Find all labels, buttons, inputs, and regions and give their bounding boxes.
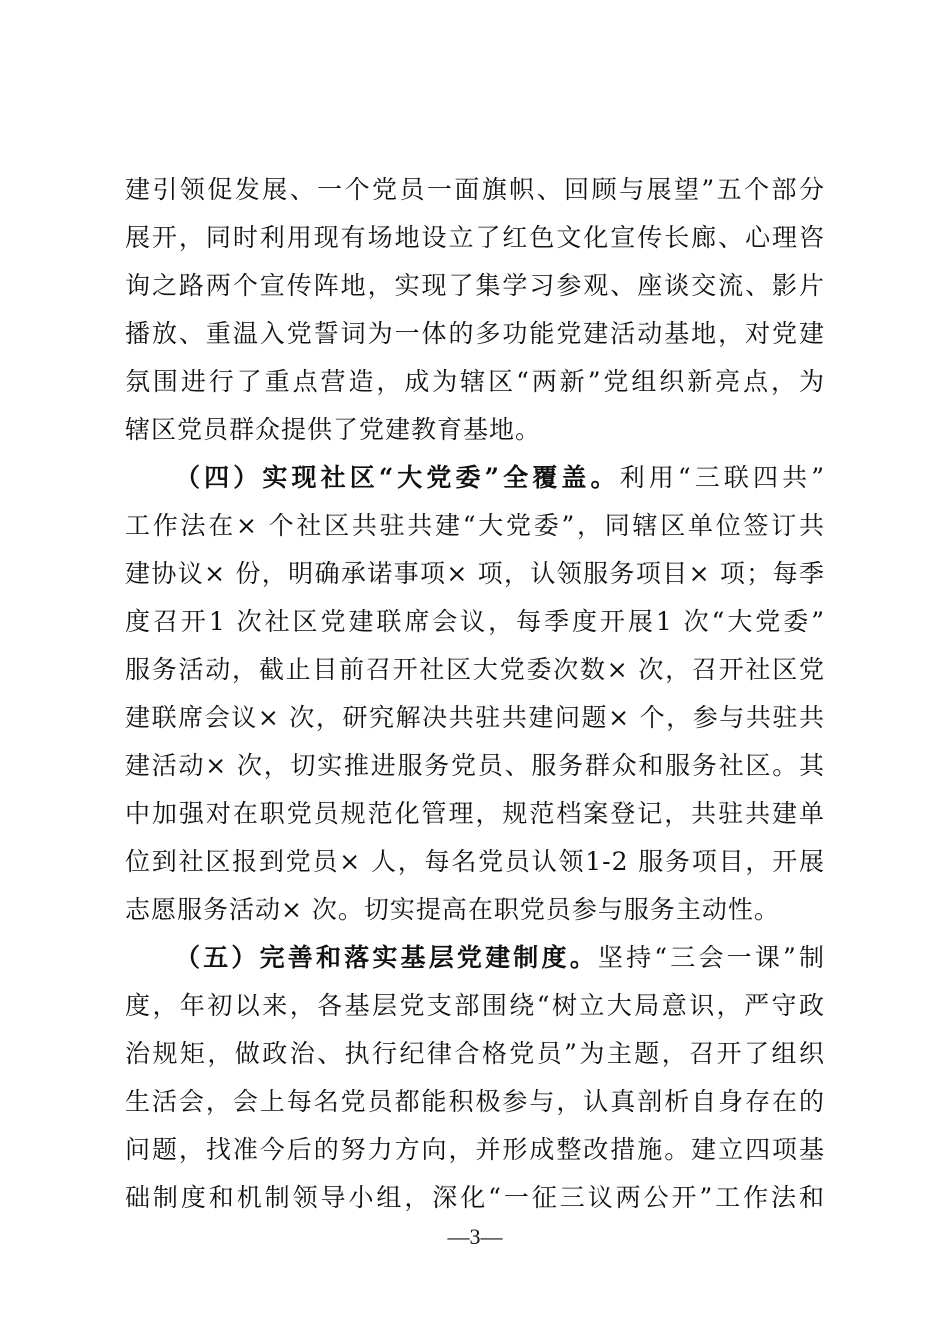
section-5-line: 问题，找准今后的努力方向，并形成整改措施。建立四项基 (125, 1135, 825, 1164)
section-5-first-line-text: 坚持“三会一课”制 (597, 943, 825, 972)
section-4-line: 志愿服务活动× 次。切实提高在职党员参与服务主动性。 (125, 895, 780, 924)
section-4-line: 中加强对在职党员规范化管理，规范档案登记，共驻共建单 (125, 799, 825, 828)
section-4-line: 建协议× 份，明确承诺事项× 项，认领服务项目× 项；每季 (125, 559, 825, 588)
section-5-heading: （五）完善和落实基层党建制度。 (175, 943, 598, 972)
body-line: 建引领促发展、一个党员一面旗帜、回顾与展望”五个部分 (125, 175, 825, 204)
section-4-first-line (175, 456, 825, 500)
section-5-line: 生活会，会上每名党员都能积极参与，认真剖析自身存在的 (125, 1087, 825, 1116)
section-4-line: 建联席会议× 次，研究解决共驻共建问题× 个，参与共驻共 (125, 703, 825, 732)
body-line: 播放、重温入党誓词为一体的多功能党建活动基地，对党建 (125, 319, 825, 348)
section-4-heading: （四）实现社区“大党委”全覆盖。 (175, 463, 620, 492)
body-line: 辖区党员群众提供了党建教育基地。 (125, 415, 542, 444)
section-5-line: 度，年初以来，各基层党支部围绕“树立大局意识，严守政 (125, 991, 825, 1020)
body-line: 氛围进行了重点营造，成为辖区“两新”党组织新亮点，为 (125, 367, 825, 396)
body-line: 询之路两个宣传阵地，实现了集学习参观、座谈交流、影片 (125, 271, 825, 300)
section-4-line: 位到社区报到党员× 人，每名党员认领1-2 服务项目，开展 (125, 847, 825, 876)
section-4-line: 工作法在× 个社区共驻共建“大党委”，同辖区单位签订共 (125, 511, 825, 540)
section-5-first-line (175, 936, 825, 980)
section-4-first-line-text: 利用“三联四共” (619, 463, 826, 492)
section-5-line: 础制度和机制领导小组，深化“一征三议两公开”工作法和 (125, 1183, 825, 1212)
body-line: 展开，同时利用现有场地设立了红色文化宣传长廊、心理咨 (125, 223, 825, 252)
section-4-line: 度召开1 次社区党建联席会议，每季度开展1 次“大党委” (125, 607, 825, 636)
section-4-line: 建活动× 次，切实推进服务党员、服务群众和服务社区。其 (125, 751, 825, 780)
page-number: —3— (447, 1224, 503, 1249)
section-5-line: 治规矩，做政治、执行纪律合格党员”为主题，召开了组织 (125, 1039, 825, 1068)
section-4-line: 服务活动，截止目前召开社区大党委次数× 次，召开社区党 (125, 655, 825, 684)
